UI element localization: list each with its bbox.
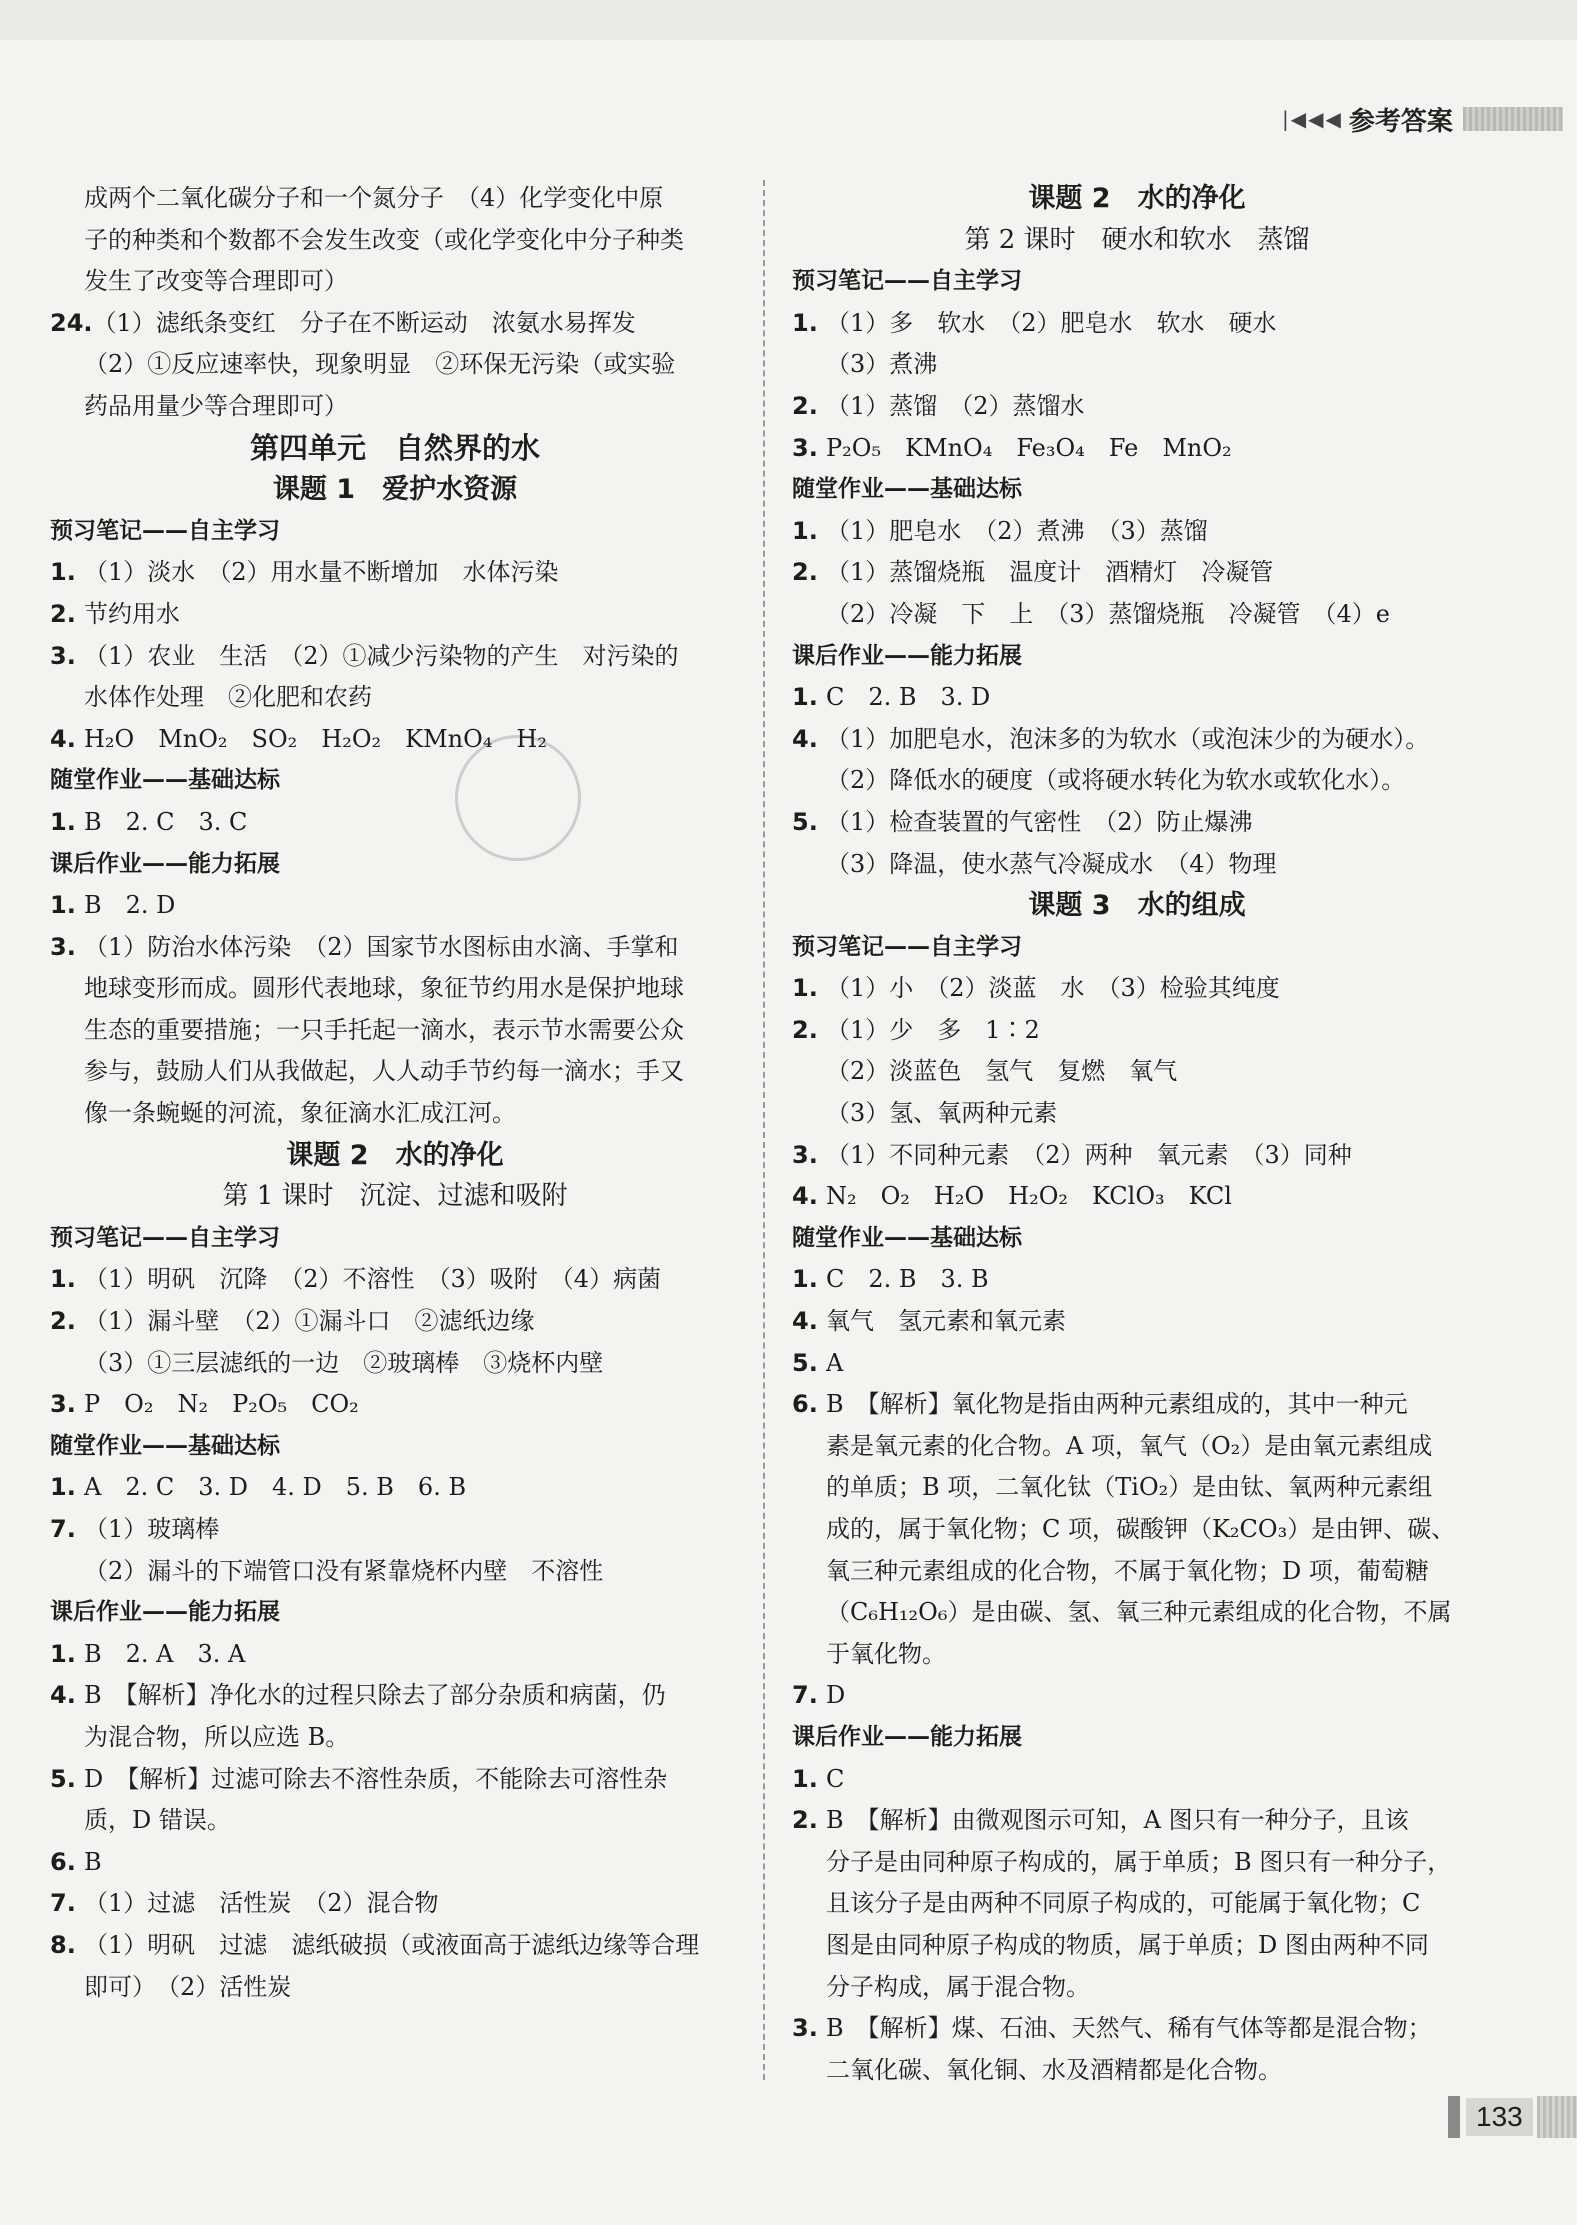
answer-continuation: 水体作处理 ②化肥和农药: [84, 683, 372, 712]
unit-title: 第四单元 自然界的水: [249, 430, 540, 465]
question-number: 6.: [50, 1847, 76, 1876]
question-number: 3.: [50, 641, 76, 670]
section-heading: 课后作业——能力拓展: [50, 850, 280, 877]
question-number: 3.: [50, 1390, 76, 1419]
answer-text: （1）防治水体污染 （2）国家节水图标由水滴、手掌和: [84, 932, 679, 961]
answer-text: B 2. A 3. A: [84, 1639, 246, 1668]
header-strip: [1463, 107, 1563, 131]
answer-text: B 2. D: [84, 891, 176, 920]
question-number: 6.: [792, 1390, 818, 1419]
answer-line: [792, 1176, 1482, 1218]
question-number: 1.: [792, 974, 818, 1003]
section-heading: 预习笔记——自主学习: [50, 1224, 280, 1251]
answer-text: （1）明矾 过滤 滤纸破损（或液面高于滤纸边缘等合理: [84, 1930, 700, 1959]
question-number: 5.: [50, 1764, 76, 1793]
answer-line: [792, 1259, 1482, 1301]
answer-text: （1）漏斗壁 （2）①漏斗口 ②滤纸边缘: [84, 1307, 535, 1336]
answer-line: [50, 1467, 740, 1509]
answer-line: [792, 677, 1482, 719]
question-number: 24.: [50, 308, 93, 337]
answer-text: （1）加肥皂水，泡沫多的为软水（或泡沫少的为硬水）。: [826, 724, 1430, 753]
question-number: 5.: [792, 807, 818, 836]
answer-text: A: [826, 1348, 844, 1377]
question-number: 1.: [792, 1265, 818, 1294]
page-number-strip: [1537, 2096, 1577, 2138]
answer-text: B 【解析】由微观图示可知，A 图只有一种分子，且该: [826, 1806, 1409, 1835]
answer-continuation: 成两个二氧化碳分子和一个氮分子 （4）化学变化中原: [84, 184, 664, 212]
question-number: 4.: [50, 724, 76, 753]
answer-text: （1）过滤 活性炭 （2）混合物: [84, 1889, 439, 1918]
answer-text: （1）玻璃棒: [84, 1515, 220, 1543]
answer-line: [50, 303, 740, 345]
answer-continuation: （3）降温，使水蒸气冷凝成水 （4）物理: [826, 849, 1277, 878]
question-number: 1.: [50, 1639, 76, 1668]
answer-text: B 【解析】氧化物是指由两种元素组成的，其中一种元: [826, 1390, 1408, 1419]
question-number: 2.: [792, 1806, 818, 1835]
section-heading: 课后作业——能力拓展: [792, 1723, 1022, 1750]
answer-text: D: [826, 1681, 846, 1710]
answer-line: [792, 1384, 1482, 1426]
answer-continuation: 且该分子是由两种不同原子构成的，可能属于氧化物；C: [826, 1889, 1421, 1918]
answer-line: [792, 719, 1482, 761]
question-number: 3.: [792, 433, 818, 462]
answer-continuation: 像一条蜿蜒的河流，象征滴水汇成江河。: [84, 1099, 516, 1128]
answer-text: N₂ O₂ H₂O H₂O₂ KClO₃ KCl: [826, 1182, 1232, 1211]
arrows-icon: |◀◀◀: [1282, 107, 1343, 131]
section-heading: 随堂作业——基础达标: [50, 767, 280, 794]
question-number: 2.: [792, 558, 818, 587]
answer-line: [50, 719, 740, 761]
answer-text: （1）少 多 1∶2: [826, 1015, 1040, 1044]
answer-line: [50, 1675, 740, 1717]
answer-text: （1）农业 生活 （2）①减少污染物的产生 对污染的: [84, 641, 679, 670]
topic-title: 课题 2 水的净化: [1028, 183, 1246, 214]
answer-line: [50, 1842, 740, 1884]
answer-continuation: 图是由同种原子构成的物质，属于单质；D 图由两种不同: [826, 1930, 1429, 1959]
answer-line: [50, 1925, 740, 1967]
answer-line: [792, 968, 1482, 1010]
answer-continuation: （C₆H₁₂O₆）是由碳、氢、氧三种元素组成的化合物，不属: [826, 1598, 1452, 1627]
section-heading: 随堂作业——基础达标: [792, 1224, 1022, 1251]
question-number: 7.: [50, 1889, 76, 1918]
answer-continuation: 分子是由同种原子构成的，属于单质；B 图只有一种分子，: [826, 1847, 1452, 1876]
answer-line: [50, 552, 740, 594]
answer-continuation: （3）①三层滤纸的一边 ②玻璃棒 ③烧杯内壁: [84, 1348, 604, 1377]
section-heading: 随堂作业——基础达标: [792, 476, 1022, 503]
question-number: 7.: [792, 1681, 818, 1710]
answer-continuation: 参与，鼓励人们从我做起，人人动手节约每一滴水；手又: [84, 1057, 684, 1086]
answer-continuation: （3）氢、氧两种元素: [826, 1099, 1058, 1128]
question-number: 2.: [50, 599, 76, 628]
answer-text: （1）淡水 （2）用水量不断增加 水体污染: [84, 558, 559, 587]
section-heading: 预习笔记——自主学习: [792, 933, 1022, 960]
header-label: 参考答案: [1348, 106, 1453, 137]
answer-continuation: （3）煮沸: [826, 350, 938, 379]
answer-line: [792, 1800, 1482, 1842]
answer-continuation: 为混合物，所以应选 B。: [84, 1722, 350, 1751]
page-number-bar: [1448, 2096, 1460, 2138]
question-number: 2.: [50, 1307, 76, 1336]
answer-continuation: 药品用量少等合理即可）: [84, 391, 348, 420]
question-number: 4.: [50, 1681, 76, 1710]
section-heading: 预习笔记——自主学习: [50, 517, 280, 544]
answer-line: [792, 1675, 1482, 1717]
answer-line: [50, 1634, 740, 1676]
left-column: [50, 178, 740, 2008]
answer-text: 节约用水: [84, 599, 180, 628]
question-number: 4.: [792, 1182, 818, 1211]
question-number: 1.: [50, 1473, 76, 1502]
question-number: 2.: [792, 391, 818, 420]
answer-line: [792, 303, 1482, 345]
answer-line: [792, 1343, 1482, 1385]
answer-continuation: 发生了改变等合理即可）: [84, 267, 348, 296]
page-header: [1282, 98, 1563, 140]
question-number: 1.: [792, 683, 818, 712]
answer-text: C 2. B 3. D: [826, 683, 991, 712]
question-number: 4.: [792, 1307, 818, 1336]
right-column: [792, 178, 1482, 2091]
answer-line: [50, 1759, 740, 1801]
question-number: 1.: [50, 558, 76, 587]
question-number: 1.: [50, 807, 76, 836]
answer-text: B 【解析】煤、石油、天然气、稀有气体等都是混合物；: [826, 2014, 1432, 2043]
answer-text: D 【解析】过滤可除去不溶性杂质，不能除去可溶性杂: [84, 1764, 668, 1793]
answer-text: A 2. C 3. D 4. D 5. B 6. B: [84, 1473, 467, 1502]
answer-text: H₂O MnO₂ SO₂ H₂O₂ KMnO₄ H₂: [84, 724, 547, 753]
answer-continuation: （2）淡蓝色 氢气 复燃 氧气: [826, 1057, 1178, 1086]
topic-title: 课题 1 爱护水资源: [272, 474, 518, 506]
section-heading: 课后作业——能力拓展: [50, 1599, 280, 1626]
answer-line: [50, 1883, 740, 1925]
answer-text: 氧气 氢元素和氧元素: [826, 1307, 1066, 1336]
lesson-title: 第 2 课时 硬水和软水 蒸馏: [964, 224, 1310, 255]
answer-continuation: 素是氧元素的化合物。A 项，氧气（O₂）是由氧元素组成: [826, 1431, 1433, 1460]
answer-line: [50, 1259, 740, 1301]
question-number: 8.: [50, 1930, 76, 1959]
answer-line: [792, 1759, 1482, 1801]
lesson-title: 第 1 课时 沉淀、过滤和吸附: [222, 1181, 568, 1212]
question-number: 1.: [50, 891, 76, 920]
section-heading: 课后作业——能力拓展: [792, 642, 1022, 669]
topic-title: 课题 3 水的组成: [1028, 890, 1246, 922]
answer-continuation: 二氧化碳、氧化铜、水及酒精都是化合物。: [826, 2055, 1282, 2084]
answer-text: B 2. C 3. C: [84, 807, 248, 836]
answer-continuation: （2）冷凝 下 上 （3）蒸馏烧瓶 冷凝管 （4）e: [826, 599, 1391, 628]
answer-line: [50, 1301, 740, 1343]
answer-text: B 【解析】净化水的过程只除去了部分杂质和病菌，仍: [84, 1681, 666, 1710]
answer-continuation: （2）降低水的硬度（或将硬水转化为软水或软化水）。: [826, 766, 1406, 795]
question-number: 1.: [792, 1764, 818, 1793]
answer-line: [50, 1384, 740, 1426]
answer-line: [50, 636, 740, 678]
answer-text: P₂O₅ KMnO₄ Fe₃O₄ Fe MnO₂: [826, 433, 1232, 462]
answer-continuation: 的单质；B 项，二氧化钛（TiO₂）是由钛、氧两种元素组: [826, 1473, 1433, 1502]
question-number: 5.: [792, 1348, 818, 1377]
answer-text: （1）肥皂水 （2）煮沸 （3）蒸馏: [826, 516, 1208, 545]
question-number: 3.: [792, 2014, 818, 2043]
answer-text: （1）多 软水 （2）肥皂水 软水 硬水: [826, 308, 1277, 337]
answer-text: P O₂ N₂ P₂O₅ CO₂: [84, 1390, 359, 1419]
answer-line: [792, 386, 1482, 428]
answer-line: [792, 552, 1482, 594]
question-number: 2.: [792, 1015, 818, 1044]
answer-text: （1）明矾 沉降 （2）不溶性 （3）吸附 （4）病菌: [84, 1265, 662, 1294]
question-number: 3.: [792, 1140, 818, 1169]
answer-line: [50, 1509, 740, 1551]
question-number: 4.: [792, 724, 818, 753]
answer-line: [50, 802, 740, 844]
answer-text: （1）蒸馏烧瓶 温度计 酒精灯 冷凝管: [826, 558, 1274, 587]
answer-text: （1）检查装置的气密性 （2）防止爆沸: [826, 807, 1253, 836]
answer-continuation: 质，D 错误。: [84, 1806, 231, 1835]
question-number: 1.: [792, 516, 818, 545]
question-number: 7.: [50, 1515, 76, 1543]
answer-text: （1）小 （2）淡蓝 水 （3）检验其纯度: [826, 974, 1280, 1003]
answer-text: B: [84, 1847, 102, 1876]
answer-text: （1）蒸馏 （2）蒸馏水: [826, 391, 1085, 420]
answer-continuation: 成的，属于氧化物；C 项，碳酸钾（K₂CO₃）是由钾、碳、: [826, 1515, 1456, 1543]
top-scan-edge: [0, 0, 1577, 40]
page-number: 133: [1466, 2098, 1533, 2136]
answer-line: [792, 2008, 1482, 2050]
answer-text: （1）滤纸条变红 分子在不断运动 浓氨水易挥发: [92, 308, 636, 337]
answer-text: （1）不同种元素 （2）两种 氧元素 （3）同种: [826, 1140, 1352, 1169]
answer-line: [792, 1135, 1482, 1177]
page-number-box: [1448, 2094, 1577, 2140]
answer-continuation: 氧三种元素组成的化合物，不属于氧化物；D 项，葡萄糖: [826, 1556, 1429, 1585]
answer-line: [50, 594, 740, 636]
column-divider: [763, 180, 765, 2080]
section-heading: 预习笔记——自主学习: [792, 268, 1022, 295]
question-number: 3.: [50, 932, 76, 961]
answer-line: [792, 1301, 1482, 1343]
answer-line: [792, 1010, 1482, 1052]
topic-title: 课题 2 水的净化: [286, 1139, 504, 1171]
answer-line: [50, 885, 740, 927]
answer-continuation: （2）漏斗的下端管口没有紧靠烧杯内壁 不溶性: [84, 1556, 604, 1585]
answer-continuation: 分子构成，属于混合物。: [826, 1972, 1090, 2001]
answer-text: C 2. B 3. B: [826, 1265, 989, 1294]
answer-line: [792, 511, 1482, 553]
answer-line: [792, 428, 1482, 470]
answer-continuation: 即可） （2）活性炭: [84, 1972, 292, 2001]
answer-continuation: 生态的重要措施；一只手托起一滴水，表示节水需要公众: [84, 1015, 684, 1044]
section-heading: 随堂作业——基础达标: [50, 1432, 280, 1459]
answer-continuation: 地球变形而成。圆形代表地球，象征节约用水是保护地球: [84, 974, 684, 1003]
answer-text: C: [826, 1764, 845, 1793]
question-number: 1.: [50, 1265, 76, 1294]
answer-continuation: 于氧化物。: [826, 1639, 946, 1668]
question-number: 1.: [792, 308, 818, 337]
answer-continuation: 子的种类和个数都不会发生改变（或化学变化中分子种类: [84, 225, 684, 254]
answer-continuation: （2）①反应速率快，现象明显 ②环保无污染（或实验: [84, 350, 676, 379]
answer-line: [792, 802, 1482, 844]
answer-line: [50, 927, 740, 969]
